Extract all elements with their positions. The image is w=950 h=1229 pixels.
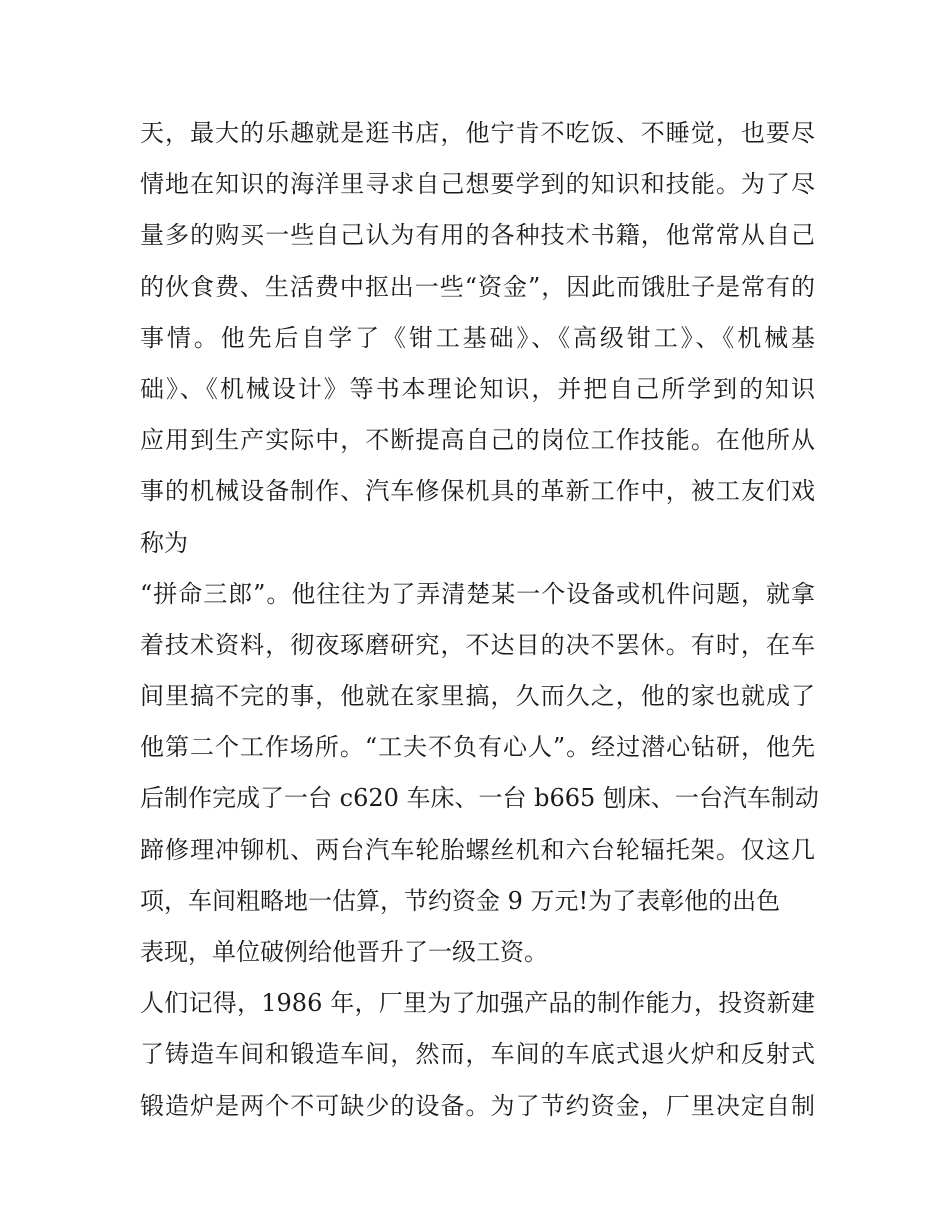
text-line: 情地在知识的海洋里寻求自己想要学到的知识和技能。为了尽 [140,170,815,199]
text-line: 项，车间粗略地一估算，节约资金 9 万元!为了表彰他的出色 [140,886,781,915]
paragraph-2 [140,569,819,979]
text-line: 量多的购买一些自己认为有用的各种技术书籍，他常常从自己 [140,221,815,250]
text-line: 表现，单位破例给他晋升了一级工资。 [140,938,548,966]
text-line: 锻造炉是两个不可缺少的设备。为了节约资金，厂里决定自制 [140,1091,815,1120]
text-line: 蹄修理冲铆机、两台汽车轮胎螺丝机和六台轮辐托架。仅这几 [140,835,815,864]
document-body [140,108,819,1132]
text-line: 事情。他先后自学了《钳工基础》、《高级钳工》、《机械基 [140,323,815,352]
text-line: 他第二个工作场所。“工夫不负有心人”。经过潜心钻研，他先 [140,733,815,762]
text-line: 后制作完成了一台 c620 车床、一台 b665 刨床、一台汽车制动 [140,784,819,813]
text-line: “拼命三郎”。他往往为了弄清楚某一个设备或机件问题，就拿 [140,579,815,608]
text-line: 天，最大的乐趣就是逛书店，他宁肯不吃饭、不睡觉，也要尽 [140,119,815,147]
paragraph-3 [140,978,815,1132]
text-line: 事的机械设备制作、汽车修保机具的革新工作中，被工友们戏 [140,477,815,506]
text-line: 应用到生产实际中，不断提高自己的岗位工作技能。在他所从 [140,426,815,455]
text-line: 础》、《机械设计》等书本理论知识，并把自己所学到的知识 [140,374,815,403]
paragraph-1 [140,108,815,569]
text-line: 的伙食费、生活费中抠出一些“资金”，因此而饿肚子是常有的 [140,272,815,301]
text-line: 了铸造车间和锻造车间，然而，车间的车底式退火炉和反射式 [140,1040,815,1069]
text-line: 间里搞不完的事，他就在家里搞，久而久之，他的家也就成了 [140,682,815,711]
text-line: 称为 [140,528,188,557]
text-line: 人们记得，1986 年，厂里为了加强产品的制作能力，投资新建 [140,989,815,1018]
text-line: 着技术资料，彻夜琢磨研究，不达目的决不罢休。有时，在车 [140,630,815,659]
